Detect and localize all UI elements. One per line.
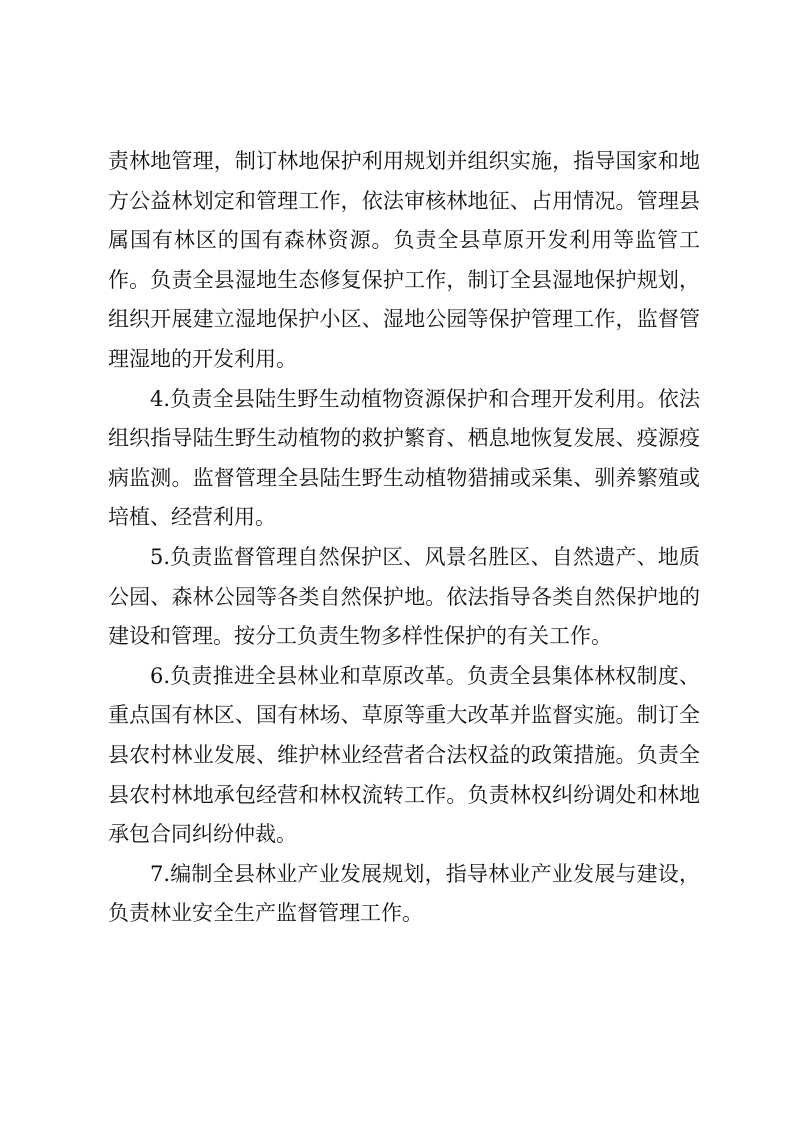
text-line: 7.编制全县林业产业发展规划，指导林业产业发展与建设，	[150, 861, 700, 886]
text-line: 公园、森林公园等各类自然保护地。依法指导各类自然保护地的	[108, 584, 700, 609]
text-line: 组织指导陆生野生动植物的救护繁育、栖息地恢复发展、疫源疫	[108, 426, 700, 451]
paragraph-forest-land-management	[108, 142, 700, 380]
paragraph-item-7-industry-planning	[108, 855, 700, 934]
text-line: 作。负责全县湿地生态修复保护工作，制订全县湿地保护规划，	[108, 267, 700, 292]
text-line: 病监测。监督管理全县陆生野生动植物猎捕或采集、驯养繁殖或	[108, 465, 700, 490]
text-line: 4.负责全县陆生野生动植物资源保护和合理开发利用。依法	[150, 386, 700, 411]
text-line: 方公益林划定和管理工作，依法审核林地征、占用情况。管理县	[108, 188, 700, 213]
text-line: 县农村林业发展、维护林业经营者合法权益的政策措施。负责全	[108, 742, 700, 767]
paragraph-item-5-nature-reserves	[108, 538, 700, 657]
paragraph-item-6-reform	[108, 657, 700, 855]
text-line: 理湿地的开发利用。	[108, 346, 297, 371]
paragraph-item-4-wildlife	[108, 380, 700, 538]
text-line: 重点国有林区、国有林场、草原等重大改革并监督实施。制订全	[108, 703, 700, 728]
text-line: 属国有林区的国有森林资源。负责全县草原开发利用等监管工	[108, 228, 700, 253]
text-line: 承包合同纠纷仲裁。	[108, 822, 297, 847]
text-line: 负责林业安全生产监督管理工作。	[108, 901, 423, 926]
text-line: 建设和管理。按分工负责生物多样性保护的有关工作。	[108, 624, 612, 649]
text-line: 5.负责监督管理自然保护区、风景名胜区、自然遗产、地质	[150, 544, 700, 569]
document-body	[108, 142, 700, 934]
text-line: 培植、经营利用。	[108, 505, 276, 530]
text-line: 组织开展建立湿地保护小区、湿地公园等保护管理工作，监督管	[108, 307, 700, 332]
text-line: 县农村林地承包经营和林权流转工作。负责林权纠纷调处和林地	[108, 782, 700, 807]
text-line: 责林地管理，制订林地保护利用规划并组织实施，指导国家和地	[108, 149, 700, 173]
text-line: 6.负责推进全县林业和草原改革。负责全县集体林权制度、	[150, 663, 700, 688]
